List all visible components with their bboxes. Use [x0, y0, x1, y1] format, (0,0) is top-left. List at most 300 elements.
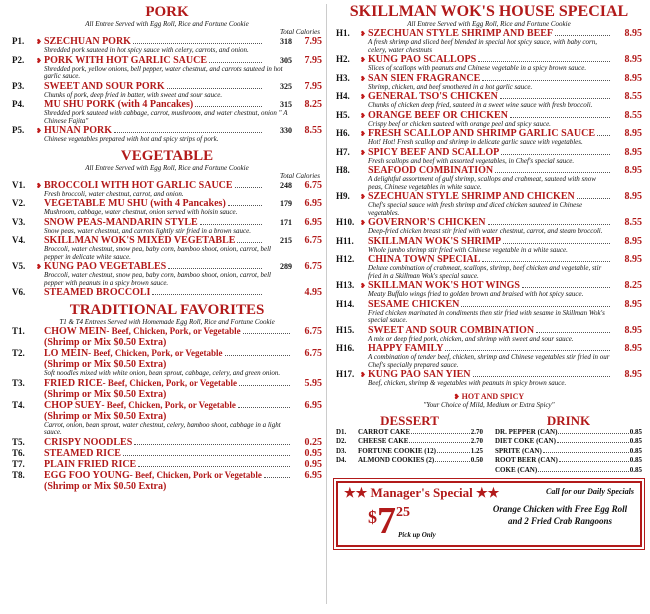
item-name: VEGETABLE MU SHU (with 4 Pancakes): [44, 198, 226, 209]
dot-leader: [152, 294, 262, 295]
dot-leader: [168, 268, 262, 269]
item-code: V4.: [12, 235, 26, 245]
menu-item: [12, 36, 322, 55]
item-name: SESAME CHICKEN: [368, 298, 460, 310]
item-code: V5.: [12, 261, 26, 271]
menu-item: [12, 348, 322, 378]
dot-leader: [237, 242, 262, 243]
item-description: A mix or deep fried pork, chicken, and shrimp with sweet and sour sauce.: [368, 334, 574, 343]
dot-leader: [445, 350, 610, 351]
item-name: SWEET AND SOUR PORK: [44, 80, 165, 92]
item-code: T5.: [12, 436, 25, 447]
menu-item-row: [12, 448, 322, 459]
item-price: 0.50: [470, 456, 483, 464]
item-price: 5.95: [304, 377, 322, 389]
item-calories: 215: [280, 236, 292, 245]
item-name: CHOW MEIN: [44, 326, 107, 337]
chili-pepper-icon: ❥: [360, 93, 366, 101]
chili-pepper-icon: ❥: [36, 38, 42, 46]
item-name: SAN SIEN FRAGRANCE: [368, 72, 481, 84]
item-extra: (Shrimp or Mix $0.50 Extra): [44, 359, 167, 370]
item-description: Fresh broccoli, water chestnut, carrot, and onion.: [44, 189, 184, 198]
left-column: [0, 0, 328, 492]
item-code: D4.: [336, 456, 347, 464]
item-name: PLAIN FRIED RICE: [44, 458, 137, 470]
item-price: 8.95: [624, 369, 642, 380]
menu-item: [336, 343, 642, 369]
chili-pepper-icon: ❥: [36, 263, 42, 271]
section-subtitle: All Entree Served with Egg Roll, Rice and Fortune Cookie: [85, 163, 249, 172]
item-name: SNOW PEAS-MANDARIN STYLE: [44, 216, 198, 228]
chili-pepper-icon: ❥: [453, 392, 460, 401]
item-name: GENERAL TSO'S CHICKEN: [368, 91, 498, 102]
menu-item: [336, 28, 642, 54]
item-description: Shredded pork sauteed with cabbage, carrot, mushroom, and water chestnut, onion " A Chinese Fajita": [44, 109, 288, 125]
item-name: SPICY BEEF AND SCALLOP: [368, 146, 500, 158]
dot-leader: [133, 43, 262, 44]
dot-leader: [555, 35, 610, 36]
menu-item: [12, 470, 322, 492]
dessert-item: [336, 437, 483, 447]
item-description: A fresh shrimp and sliced beef blended in special hot spicy sauce, with baby corn, celery, water chestnuts: [368, 38, 598, 54]
item-code: H15.: [336, 324, 355, 335]
item-name: GOVERNOR'S CHICKEN: [368, 217, 486, 228]
menu-item: [12, 287, 322, 298]
menu-item: [336, 54, 642, 73]
item-price: 2.70: [470, 427, 483, 436]
item-code: H14.: [336, 298, 355, 309]
item-description: Carrot, onion, bean sprout, water chestnut, celery, bamboo shoot, cabbage in a light sauce.: [44, 420, 281, 436]
item-name: FRIED RICE: [44, 377, 103, 389]
menu-item-row: [336, 147, 642, 158]
item-code: V2.: [12, 198, 26, 208]
dot-leader: [409, 442, 469, 443]
dot-leader: [167, 88, 262, 89]
item-description: Chinese vegetables prepared with hot and spicy strips of pork.: [44, 135, 219, 143]
item-code: H9.: [336, 191, 350, 201]
menu-item: [12, 459, 322, 470]
dot-leader: [500, 98, 610, 99]
item-name: SZECHUAN STYLE SHRIMP AND CHICKEN: [368, 191, 575, 202]
item-code: P1.: [12, 36, 25, 46]
chili-pepper-icon: ❥: [360, 193, 366, 201]
menu-item: [12, 261, 322, 287]
dot-leader: [435, 461, 470, 462]
dot-leader: [482, 80, 610, 81]
drink-item: [495, 456, 642, 466]
section-title: SKILLMAN WOK'S HOUSE SPECIAL: [349, 3, 629, 20]
menu-item: [336, 128, 642, 147]
menu-item: [12, 99, 322, 125]
dot-leader: [538, 471, 629, 472]
item-code: P3.: [12, 80, 25, 91]
daily-specials-note: Call for our Daily Specials: [545, 487, 634, 496]
item-name: KUNG PAO SAN YIEN: [368, 369, 471, 380]
chili-pepper-icon: ❥: [360, 219, 366, 227]
item-description: Chunks of chicken deep fried, sauteed in a sweet wine sauce with fresh broccoli.: [368, 101, 593, 109]
item-name: SKILLMAN WOK'S SHRIMP: [368, 235, 502, 247]
item-name: SWEET AND SOUR COMBINATION: [368, 324, 535, 336]
item-price: 6.95: [304, 399, 322, 411]
item-name: LO MEIN: [44, 348, 89, 359]
item-name: CARROT CAKE: [358, 427, 411, 436]
item-name: ALMOND COOKIES (2): [358, 456, 435, 464]
section-title: DRINK: [546, 412, 591, 428]
item-price: 6.75: [304, 348, 322, 359]
managers-special-box: [336, 481, 642, 547]
item-description: Chef's special sauce with fresh shrimp and diced chicken sauteed in Chinese vegetables.: [368, 201, 583, 217]
item-code: T7.: [12, 458, 25, 469]
item-options: - Beef, Chicken, Pork or Vegetable: [129, 469, 262, 480]
item-code: H2.: [336, 54, 350, 64]
item-code: P4.: [12, 99, 25, 109]
item-code: H11.: [336, 235, 354, 246]
item-name: STEAMED RICE: [44, 447, 121, 459]
item-description: Soft noodles mixed with white onion, bean sprout, cabbage, celery, and green onion.: [44, 369, 281, 377]
item-price: 6.95: [304, 469, 322, 481]
menu-item-row: [12, 180, 322, 191]
item-price: 8.55: [624, 217, 642, 228]
item-name: EGG FOO YOUNG: [44, 469, 130, 481]
item-price: 8.95: [624, 254, 642, 265]
chili-pepper-icon: ❥: [36, 181, 42, 190]
hot-and-spicy-note: [336, 392, 642, 401]
item-name: DR. PEPPER (CAN): [495, 427, 558, 436]
item-description: Mushroom, cabbage, water chestnut, onion served with hoisin sauce.: [44, 208, 238, 216]
item-code: V1.: [12, 179, 26, 190]
dot-leader: [557, 442, 629, 443]
section-title: TRADITIONAL FAVORITES: [69, 302, 265, 318]
price-cents: 25: [396, 505, 410, 520]
menu-item-row: [12, 459, 322, 470]
menu-item: [336, 73, 642, 92]
chili-pepper-icon: ❥: [360, 148, 366, 157]
item-price: 8.95: [624, 165, 642, 176]
menu-item: [12, 378, 322, 400]
dessert-section: [336, 413, 489, 476]
item-price: 8.55: [624, 91, 642, 102]
item-description: Broccoli, water chestnut, snow pea, baby corn, bamboo shoot, onion, carrot, bell pepper with peanuts in a spicy brown sauce.: [44, 271, 271, 287]
item-description: Deep-fried chicken breast stir fried with water chestnut, carrot, and steam broccoli.: [368, 227, 603, 235]
dot-leader: [503, 243, 610, 244]
traditional-section: [12, 302, 322, 492]
chili-pepper-icon: ❥: [36, 127, 42, 135]
pork-section: [12, 4, 322, 144]
item-description: Slices of scallops with peanuts and Chinese vegetable in a spicy brown sauce.: [368, 64, 587, 72]
chili-pepper-icon: ❥: [360, 282, 366, 290]
menu-item-row: [336, 236, 642, 247]
item-description: Hot! Hot! Fresh scallop and shrimp in delicate garlic sauce with vegetables.: [368, 138, 583, 146]
item-price: 8.95: [624, 191, 642, 202]
item-description: Snow peas, water chestnut, and carrots lightly stir fried in a brown sauce.: [44, 226, 251, 235]
dot-leader: [473, 376, 610, 377]
item-name: ROOT BEER (CAN): [495, 456, 558, 464]
item-name: COKE (CAN): [495, 465, 538, 474]
house-special-items: [336, 28, 642, 388]
pickup-only-note: Pick up Only: [398, 531, 436, 539]
drink-item: [495, 466, 642, 476]
item-name: HAPPY FAMILY: [368, 343, 444, 354]
item-extra: (Shrimp or Mix $0.50 Extra): [44, 410, 167, 422]
item-price: 6.95: [304, 198, 322, 209]
item-options: - Beef, Chicken, Pork, or Vegetable: [106, 326, 241, 336]
item-price: 4.95: [304, 287, 322, 298]
special-offer-text: Orange Chicken with Free Egg Roll and 2 Fried Crab Rangoons: [492, 504, 628, 526]
item-code: H3.: [336, 72, 350, 83]
menu-item-row: [336, 73, 642, 84]
menu-item: [12, 125, 322, 144]
dot-leader: [510, 117, 610, 118]
dot-leader: [437, 452, 470, 453]
dot-leader: [597, 135, 610, 136]
item-name: DIET COKE (CAN): [495, 437, 556, 445]
item-name: CHINA TOWN SPECIAL: [368, 254, 481, 265]
item-price: 8.95: [624, 324, 642, 336]
item-price: 8.95: [624, 54, 642, 65]
section-title: VEGETABLE: [120, 147, 214, 164]
vegetable-items: [12, 180, 322, 299]
item-name: FRESH SCALLOP AND SHRIMP GARLIC SAUCE: [368, 128, 595, 139]
item-price: 7.95: [304, 80, 322, 92]
dot-leader: [225, 355, 291, 356]
item-price: 6.75: [304, 326, 322, 337]
calories-header: Total Calories: [279, 28, 320, 36]
item-description: Deluxe combination of crabmeat, scallops, shrimp, beef chicken and vegetable, stir fried in a Skillman Wok's special sauce.: [368, 264, 602, 280]
item-price: 8.95: [624, 298, 642, 310]
menu-item: [336, 280, 642, 299]
menu-item-row: [12, 470, 322, 481]
item-name: SKILLMAN WOK'S HOT WINGS: [368, 280, 520, 291]
dot-leader: [235, 187, 262, 188]
menu-item: [12, 235, 322, 261]
item-price: 8.95: [624, 146, 642, 158]
item-description: Shredded pork, yellow onions, bell pepper, water chestnut, and carrots sauteed in hot garlic sauce.: [44, 64, 283, 80]
dessert-items: [336, 428, 483, 466]
menu-item: [336, 165, 642, 191]
item-code: H1.: [336, 28, 350, 38]
item-description: Crispy beef or chicken sauteed with orange peel and spicy sauce.: [368, 119, 551, 128]
item-name: ORANGE BEEF OR CHICKEN: [368, 109, 508, 121]
price-whole: 7: [377, 500, 396, 542]
menu-item: [12, 437, 322, 448]
menu-item-row: [12, 348, 322, 359]
section-subtitle: All Entree Served with Egg Roll, Rice and Fortune Cookie: [85, 20, 249, 28]
dessert-item: [336, 456, 483, 466]
hot-note-label: HOT AND SPICY: [461, 391, 525, 401]
dessert-item: [336, 428, 483, 438]
item-price: 1.25: [470, 446, 483, 455]
item-price: 8.95: [624, 28, 642, 39]
item-price: 0.85: [629, 456, 642, 464]
item-description: Shrimp, chicken, and beef smothered in a hot garlic sauce.: [368, 82, 533, 91]
item-extra: (Shrimp or Mix $0.50 Extra): [44, 337, 167, 348]
item-calories: 305: [280, 55, 292, 65]
item-code: H4.: [336, 91, 350, 101]
menu-item-row: [12, 217, 322, 228]
dessert-drink-block: [336, 413, 642, 476]
menu-item-row: [336, 325, 642, 336]
item-price: 0.95: [304, 458, 322, 470]
house-special-section: [336, 4, 642, 409]
dot-leader: [488, 224, 610, 225]
item-calories: 248: [280, 180, 292, 190]
item-calories: 330: [280, 126, 292, 135]
vegetable-section: [12, 148, 322, 299]
item-price: 8.95: [624, 343, 642, 354]
item-code: H7.: [336, 146, 350, 157]
dot-leader: [536, 332, 610, 333]
item-name: HUNAN PORK: [44, 125, 113, 136]
item-price: 8.95: [624, 72, 642, 84]
dot-leader: [478, 61, 610, 62]
dot-leader: [559, 461, 629, 462]
dot-leader: [200, 224, 262, 225]
item-calories: 318: [280, 37, 292, 46]
item-description: Beef, chicken, shrimp & vegetables with peanuts in spicy brown sauce.: [368, 379, 567, 387]
item-price: 0.85: [629, 437, 642, 445]
pork-items: [12, 36, 322, 144]
item-name: KUNG PAO VEGETABLES: [44, 261, 167, 272]
dot-leader: [543, 452, 629, 453]
item-name: CHEESE CAKE: [358, 437, 409, 445]
menu-item: [336, 236, 642, 255]
item-price: 0.85: [629, 465, 642, 474]
menu-item-row: [336, 110, 642, 121]
menu-item: [12, 217, 322, 236]
item-description: Fresh scallops and beef with assorted vegetables, in Chef's special sauce.: [368, 156, 575, 165]
item-code: D2.: [336, 437, 347, 445]
menu-item-row: [12, 400, 322, 411]
item-price: 8.55: [304, 125, 322, 136]
drink-section: [489, 413, 642, 476]
item-price: 8.25: [624, 280, 642, 291]
item-name: BROCCOLI WITH HOT GARLIC SAUCE: [44, 179, 233, 191]
traditional-items: [12, 326, 322, 492]
section-subtitle: T1 & T4 Entrees Served with Homemade Egg Roll, Rice and Fortune Cookie: [59, 318, 275, 326]
section-title: PORK: [145, 4, 189, 20]
item-extra: (Shrimp or Mix $0.50 Extra): [44, 388, 167, 400]
chili-pepper-icon: ❥: [36, 56, 42, 65]
item-code: P2.: [12, 54, 25, 65]
drink-item: [495, 447, 642, 457]
item-description: Shredded pork sauteed in hot spicy sauce with celery, carrots, and onion.: [44, 46, 249, 54]
item-extra: (Shrimp or Mix $0.50 Extra): [44, 480, 167, 492]
item-description: Fried chicken marinated in condiments then stir fried with sesame in Skillman Wok's special sauce.: [368, 308, 605, 324]
menu-item: [12, 326, 322, 348]
price-dollar-sign: $: [368, 507, 377, 527]
item-description: Meaty Buffalo wings fried to golden brown and braised with hot spicy sauce.: [368, 290, 584, 298]
item-calories: 179: [280, 199, 292, 208]
item-code: H8.: [336, 165, 350, 175]
menu-item: [336, 254, 642, 280]
dot-leader: [134, 444, 290, 445]
menu-item-row: [12, 55, 322, 66]
dot-leader: [243, 333, 290, 334]
drink-items: [495, 428, 642, 476]
item-code: D1.: [336, 427, 347, 436]
dot-leader: [577, 198, 610, 199]
section-subtitle: All Entree Served with Egg Roll, Rice and Fortune Cookie: [407, 20, 571, 28]
dot-leader: [411, 433, 470, 434]
dot-leader: [228, 205, 262, 206]
menu-item: [12, 81, 322, 100]
menu-item: [336, 369, 642, 388]
item-name: MU SHU PORK (with 4 Pancakes): [44, 99, 194, 110]
item-code: P5.: [12, 125, 25, 135]
menu-item: [336, 299, 642, 325]
item-calories: 325: [280, 81, 292, 91]
item-name: SZECHUAN PORK: [44, 36, 131, 47]
item-code: H16.: [336, 343, 355, 353]
calories-header: Total Calories: [279, 171, 320, 180]
menu-item-row: [12, 326, 322, 337]
item-code: D3.: [336, 446, 347, 455]
item-price: 6.95: [304, 216, 322, 228]
item-price: 0.25: [304, 436, 322, 448]
right-column: [330, 0, 650, 547]
item-description: Whole jumbo shrimp stir fried with Chinese vegetable in a white sauce.: [368, 245, 568, 254]
item-price: 6.75: [304, 179, 322, 191]
item-code: H6.: [336, 128, 350, 138]
item-description: Broccoli, water chestnut, snow pea, baby corn, bamboo shoot, onion, carrot, bell pepper in delicate white sauce.: [44, 245, 271, 261]
item-name: CRISPY NOODLES: [44, 436, 133, 448]
item-name: CHOP SUEY: [44, 399, 102, 411]
dot-leader: [239, 385, 290, 386]
item-name: SEAFOOD COMBINATION: [368, 165, 494, 176]
item-code: V3.: [12, 216, 26, 227]
item-name: KUNG PAO SCALLOPS: [368, 54, 477, 65]
item-code: T1.: [12, 326, 25, 336]
drink-item: [495, 437, 642, 447]
item-code: T4.: [12, 399, 25, 410]
menu-item: [336, 325, 642, 344]
menu-item-row: [336, 299, 642, 310]
menu-item-row: [12, 437, 322, 448]
item-price: 8.95: [624, 128, 642, 139]
managers-special-title: ★★ Manager's Special ★★: [344, 485, 500, 500]
item-price: 7.95: [304, 36, 322, 47]
item-description: A combination of tender beef, chicken, shrimp and Chinese vegetables stir fried in our Chef's specially prepared sauce.: [368, 353, 610, 369]
item-description: Chunks of pork, deep fried in batter, with sweet and sour sauce.: [44, 90, 223, 99]
dot-leader: [264, 477, 290, 478]
menu-item: [12, 55, 322, 81]
item-options: - Beef, Chicken, Pork, or Vegetable: [102, 377, 237, 388]
menu-item: [12, 198, 322, 217]
item-code: T2.: [12, 348, 25, 358]
dot-leader: [209, 62, 262, 63]
item-price: 8.55: [624, 109, 642, 121]
dot-leader: [238, 407, 290, 408]
item-price: 0.85: [629, 446, 642, 455]
item-code: H13.: [336, 280, 355, 290]
item-options: - Beef, Chicken, Pork, or Vegetable: [101, 399, 236, 410]
menu-item: [12, 400, 322, 437]
menu-item: [336, 147, 642, 166]
dot-leader: [123, 455, 290, 456]
item-calories: 315: [280, 100, 292, 109]
item-name: SKILLMAN WOK'S MIXED VEGETABLE: [44, 235, 236, 246]
item-code: T8.: [12, 469, 25, 480]
item-code: T3.: [12, 377, 25, 388]
chili-pepper-icon: ❥: [360, 74, 366, 83]
item-calories: 289: [280, 262, 292, 271]
chili-pepper-icon: ❥: [360, 30, 366, 38]
item-name: FORTUNE COOKIE (12): [358, 446, 436, 455]
item-description: A delightful assortment of gulf shrimp, scallops and crabmeat, sauteed with snow peas, Chinese vegetables in white sauce.: [368, 175, 596, 191]
item-price: 0.85: [629, 427, 642, 436]
chili-pepper-icon: ❥: [360, 111, 366, 120]
item-price: 8.95: [624, 235, 642, 247]
